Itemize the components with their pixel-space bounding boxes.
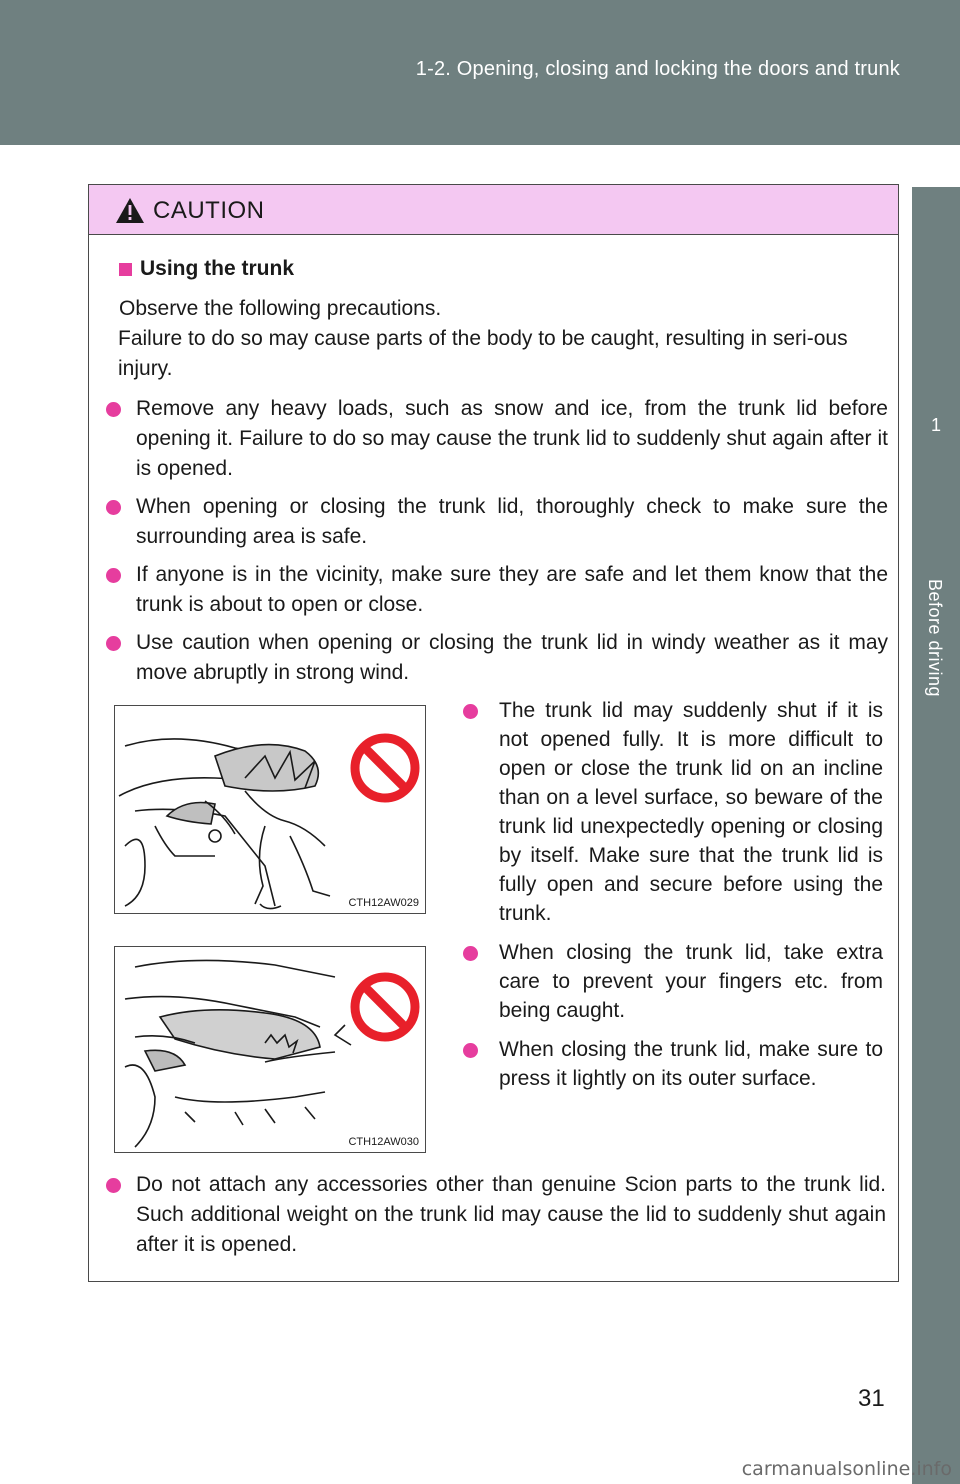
bullet-dot-icon — [106, 568, 121, 583]
chapter-number: 1 — [930, 415, 941, 435]
header-band — [0, 0, 960, 145]
bullet-text: Do not attach any accessories other than genuine Scion parts to the trunk lid. Such additional weight on the trunk lid may cause the lid to suddenly shut again after it is opened. — [136, 1173, 886, 1256]
bullet-item — [118, 1170, 886, 1260]
bullet-text: The trunk lid may suddenly shut if it is not opened fully. It is more difficult to open or close the trunk lid on an incline than on a level surface, so beware of the trunk lid unexpectedly opening or closing by itself. Make sure that the trunk lid is fully open and secure before using the trunk. — [499, 699, 883, 925]
car-trunk-illustration-1 — [115, 706, 424, 912]
warning-triangle-icon — [115, 197, 145, 224]
bullet-dot-icon — [463, 704, 478, 719]
section-header-title: 1-2. Opening, closing and locking the doors and trunk — [415, 58, 900, 80]
section-heading — [118, 254, 888, 284]
bullet-dot-icon — [106, 636, 121, 651]
caution-header — [89, 185, 898, 235]
caution-content — [118, 254, 888, 688]
bullet-item — [463, 696, 883, 928]
bullet-text: Remove any heavy loads, such as snow and ice, from the trunk lid before opening it. Failure to do so may cause the trunk lid to suddenly shut again after it is opened. — [136, 397, 888, 480]
bullet-item — [118, 394, 888, 484]
bullet-dot-icon — [463, 946, 478, 961]
bullet-text: If anyone is in the vicinity, make sure they are safe and let them know that the trunk is about to open or close. — [136, 563, 888, 616]
chapter-side-tab[interactable] — [912, 187, 960, 1484]
page-number: 31 — [858, 1385, 885, 1412]
side-bullet-list — [463, 696, 883, 1093]
chapter-label: Before driving — [925, 579, 945, 698]
bullet-text: When opening or closing the trunk lid, thoroughly check to make sure the surrounding area is safe. — [136, 495, 888, 548]
intro-text — [118, 294, 888, 384]
prohibition-icon — [355, 977, 415, 1037]
bullet-item — [118, 560, 888, 620]
square-bullet-icon — [119, 263, 132, 276]
bullet-text: When closing the trunk lid, take extra care to prevent your fingers etc. from being caught. — [499, 941, 883, 1022]
figure-code: CTH12AW030 — [348, 1136, 419, 1148]
trunk-lid-figure-1 — [114, 705, 426, 914]
bullet-dot-icon — [106, 402, 121, 417]
trunk-lid-figure-2 — [114, 946, 426, 1153]
bullet-dot-icon — [106, 1178, 121, 1193]
bullet-dot-icon — [463, 1043, 478, 1058]
car-trunk-illustration-2 — [115, 947, 424, 1151]
intro-line-2: Failure to do so may cause parts of the body to be caught, resulting in seri-ous injury. — [118, 327, 848, 380]
bullet-item — [463, 938, 883, 1025]
bullet-item — [118, 492, 888, 552]
bullet-item — [118, 628, 888, 688]
bullet-item — [463, 1035, 883, 1093]
watermark[interactable]: carmanualsonline.info — [741, 1458, 952, 1480]
intro-line-1: Observe the following precautions. — [119, 297, 442, 320]
figure-code: CTH12AW029 — [348, 897, 419, 909]
bullet-text: Use caution when opening or closing the trunk lid in windy weather as it may move abruptly in strong wind. — [136, 631, 888, 684]
prohibition-icon — [355, 738, 415, 798]
bottom-bullet-block — [118, 1170, 886, 1260]
section-heading-text: Using the trunk — [140, 257, 295, 280]
caution-title: CAUTION — [153, 197, 265, 224]
bullet-dot-icon — [106, 500, 121, 515]
bullet-text: When closing the trunk lid, make sure to press it lightly on its outer surface. — [499, 1038, 883, 1090]
